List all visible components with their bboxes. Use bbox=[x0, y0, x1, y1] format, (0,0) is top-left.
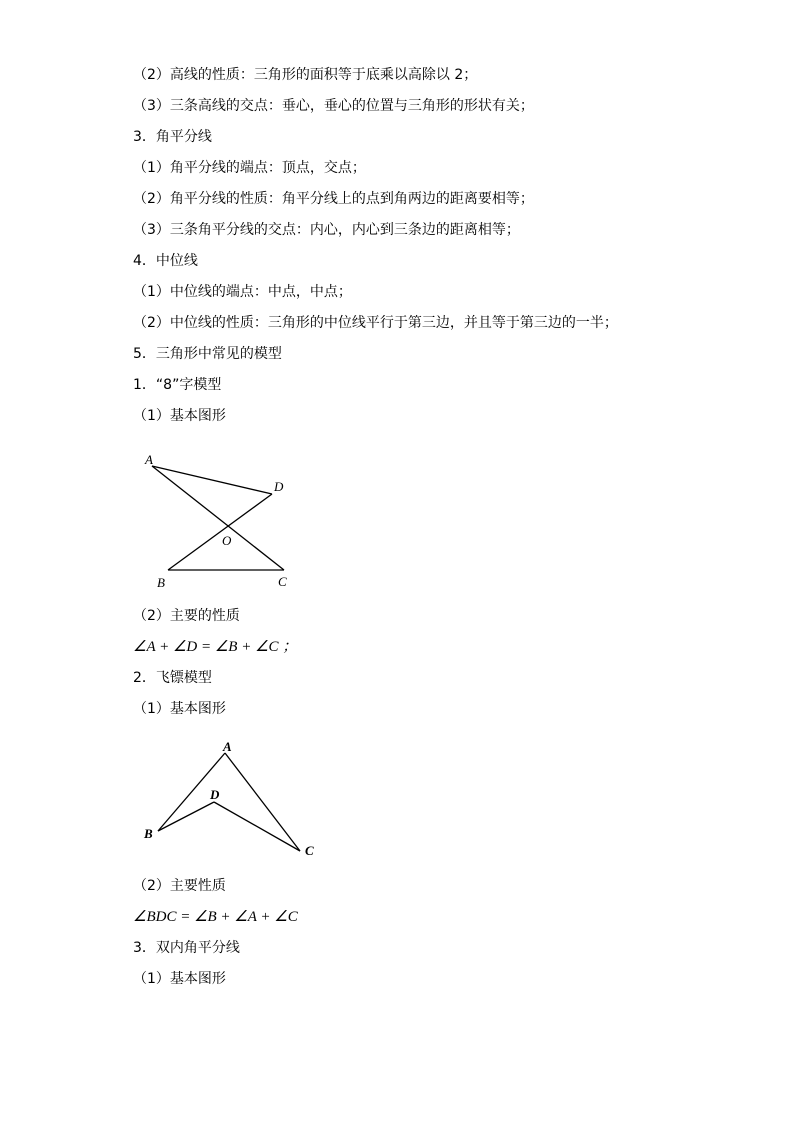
segment-DB bbox=[168, 494, 272, 570]
label-D: D bbox=[210, 787, 220, 802]
text-line-orthocenter: （3）三条高线的交点：垂心，垂心的位置与三角形的形状有关； bbox=[133, 98, 534, 114]
formula-dart: ∠BDC = ∠B + ∠A + ∠C bbox=[133, 909, 298, 925]
heading-common-models: 5．三角形中常见的模型 bbox=[133, 346, 282, 362]
figure-8-diagram bbox=[140, 448, 300, 596]
label-O: O bbox=[222, 533, 232, 548]
segment-BD bbox=[158, 802, 214, 831]
label-A: A bbox=[145, 452, 153, 467]
text-line-midline-property: （2）中位线的性质：三角形的中位线平行于第三边，并且等于第三边的一半； bbox=[133, 315, 618, 331]
label-C: C bbox=[278, 574, 287, 589]
heading-angle-bisector: 3．角平分线 bbox=[133, 129, 212, 145]
label-C: C bbox=[305, 843, 314, 858]
subheading-basic-figure-3: （1）基本图形 bbox=[133, 971, 226, 987]
label-D: D bbox=[274, 479, 284, 494]
text-line-bisector-endpoints: （1）角平分线的端点：顶点，交点； bbox=[133, 160, 366, 176]
segment-DC bbox=[214, 802, 300, 851]
segment-AC bbox=[225, 753, 300, 851]
label-B: B bbox=[144, 826, 153, 841]
text-line-incenter: （3）三条角平分线的交点：内心，内心到三条边的距离相等； bbox=[133, 222, 520, 238]
label-A: A bbox=[223, 739, 232, 754]
text-line-midline-endpoints: （1）中位线的端点：中点，中点； bbox=[133, 284, 352, 300]
subheading-main-property-1: （2）主要的性质 bbox=[133, 608, 240, 624]
heading-midline: 4．中位线 bbox=[133, 253, 198, 269]
dart-model-diagram bbox=[140, 735, 330, 860]
subheading-basic-figure-1: （1）基本图形 bbox=[133, 408, 226, 424]
subheading-main-property-2: （2）主要性质 bbox=[133, 878, 226, 894]
text-line-bisector-property: （2）角平分线的性质：角平分线上的点到角两边的距离要相等； bbox=[133, 191, 534, 207]
label-B: B bbox=[157, 575, 165, 590]
text-line-altitude-property: （2）高线的性质：三角形的面积等于底乘以高除以 2； bbox=[133, 67, 478, 83]
subheading-basic-figure-2: （1）基本图形 bbox=[133, 701, 226, 717]
heading-figure-8-model: 1．“8”字模型 bbox=[133, 377, 222, 393]
heading-double-bisector: 3．双内角平分线 bbox=[133, 940, 240, 956]
formula-figure-8: ∠A + ∠D = ∠B + ∠C ； bbox=[133, 639, 298, 655]
heading-dart-model: 2．飞镖模型 bbox=[133, 670, 212, 686]
